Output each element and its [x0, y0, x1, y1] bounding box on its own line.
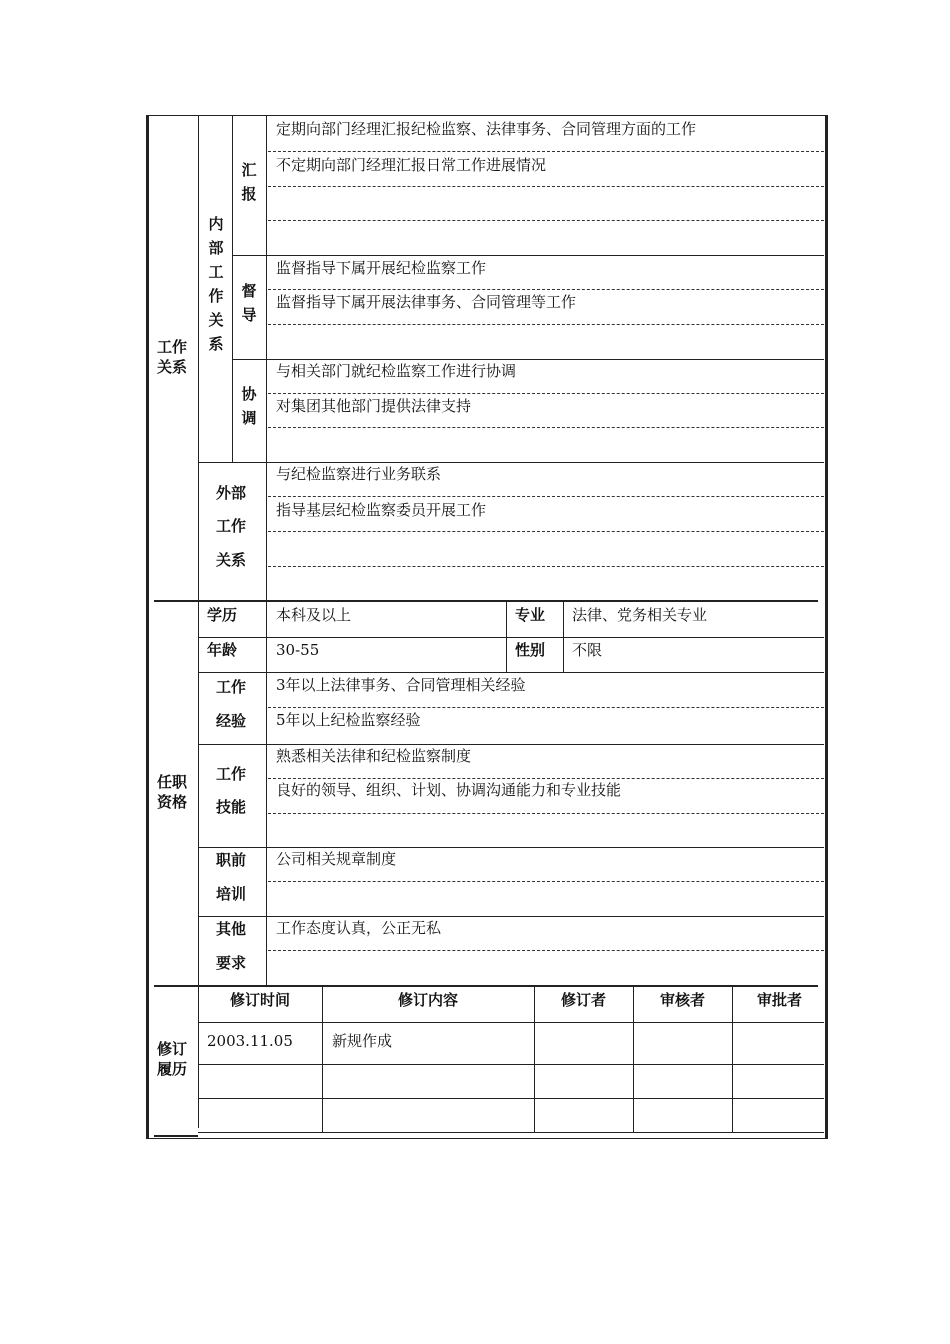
supervise-item-1: 监督指导下属开展纪检监察工作	[276, 259, 487, 277]
experience-label-line-1: 工作	[216, 678, 247, 696]
age-value: 30-55	[276, 641, 320, 659]
skills-item-2: 良好的领导、组织、计划、协调沟通能力和专业技能	[276, 781, 622, 799]
supervise-label: 督导	[241, 282, 257, 324]
skills-item-1: 熟悉相关法律和纪检监察制度	[276, 747, 472, 765]
external-label-line-1: 外部	[216, 484, 247, 502]
coordinate-item-2: 对集团其他部门提供法律支持	[276, 397, 472, 415]
report-item-1: 定期向部门经理汇报纪检监察、法律事务、合同管理方面的工作	[276, 120, 697, 138]
training-item-1: 公司相关规章制度	[276, 850, 397, 868]
gender-value: 不限	[572, 641, 603, 659]
major-label: 专业	[515, 606, 546, 624]
work-relations-section-label: 工作关系	[156, 338, 187, 376]
training-label-line-1: 职前	[216, 851, 247, 869]
major-value: 法律、党务相关专业	[572, 606, 708, 624]
revision-header-time: 修订时间	[229, 991, 290, 1009]
internal-relations-label: 内部工作关系	[208, 215, 224, 353]
education-label: 学历	[207, 606, 238, 624]
revision-header-approver: 审批者	[756, 991, 802, 1009]
other-label-line-1: 其他	[216, 920, 247, 938]
external-label-line-2: 工作	[216, 517, 247, 535]
experience-item-2: 5年以上纪检监察经验	[276, 711, 421, 729]
age-label: 年龄	[207, 641, 238, 659]
revision-header-reviser: 修订者	[560, 991, 606, 1009]
gender-label: 性别	[515, 641, 546, 659]
experience-label-line-2: 经验	[216, 712, 247, 730]
supervise-item-2: 监督指导下属开展法律事务、合同管理等工作	[276, 293, 577, 311]
external-label-line-3: 关系	[216, 551, 247, 569]
revision-header-content: 修订内容	[397, 991, 458, 1009]
external-item-2: 指导基层纪检监察委员开展工作	[276, 501, 487, 519]
report-item-2: 不定期向部门经理汇报日常工作进展情况	[276, 156, 547, 174]
training-label-line-2: 培训	[216, 885, 247, 903]
revision-section-label: 修订履历	[156, 1040, 187, 1078]
education-value: 本科及以上	[276, 606, 352, 624]
report-label: 汇报	[241, 161, 257, 203]
other-item-1: 工作态度认真，公正无私	[276, 919, 442, 937]
external-item-1: 与纪检监察进行业务联系	[276, 465, 442, 483]
revision-row-1-time: 2003.11.05	[207, 1032, 293, 1050]
revision-header-checker: 审核者	[659, 991, 705, 1009]
experience-item-1: 3年以上法律事务、合同管理相关经验	[276, 676, 526, 694]
skills-label-line-2: 技能	[216, 798, 247, 816]
coordinate-label: 协调	[241, 385, 257, 427]
qualifications-section-label: 任职资格	[156, 773, 187, 811]
skills-label-line-1: 工作	[216, 765, 247, 783]
other-label-line-2: 要求	[216, 954, 247, 972]
revision-row-1-content: 新规作成	[332, 1032, 393, 1050]
coordinate-item-1: 与相关部门就纪检监察工作进行协调	[276, 362, 517, 380]
